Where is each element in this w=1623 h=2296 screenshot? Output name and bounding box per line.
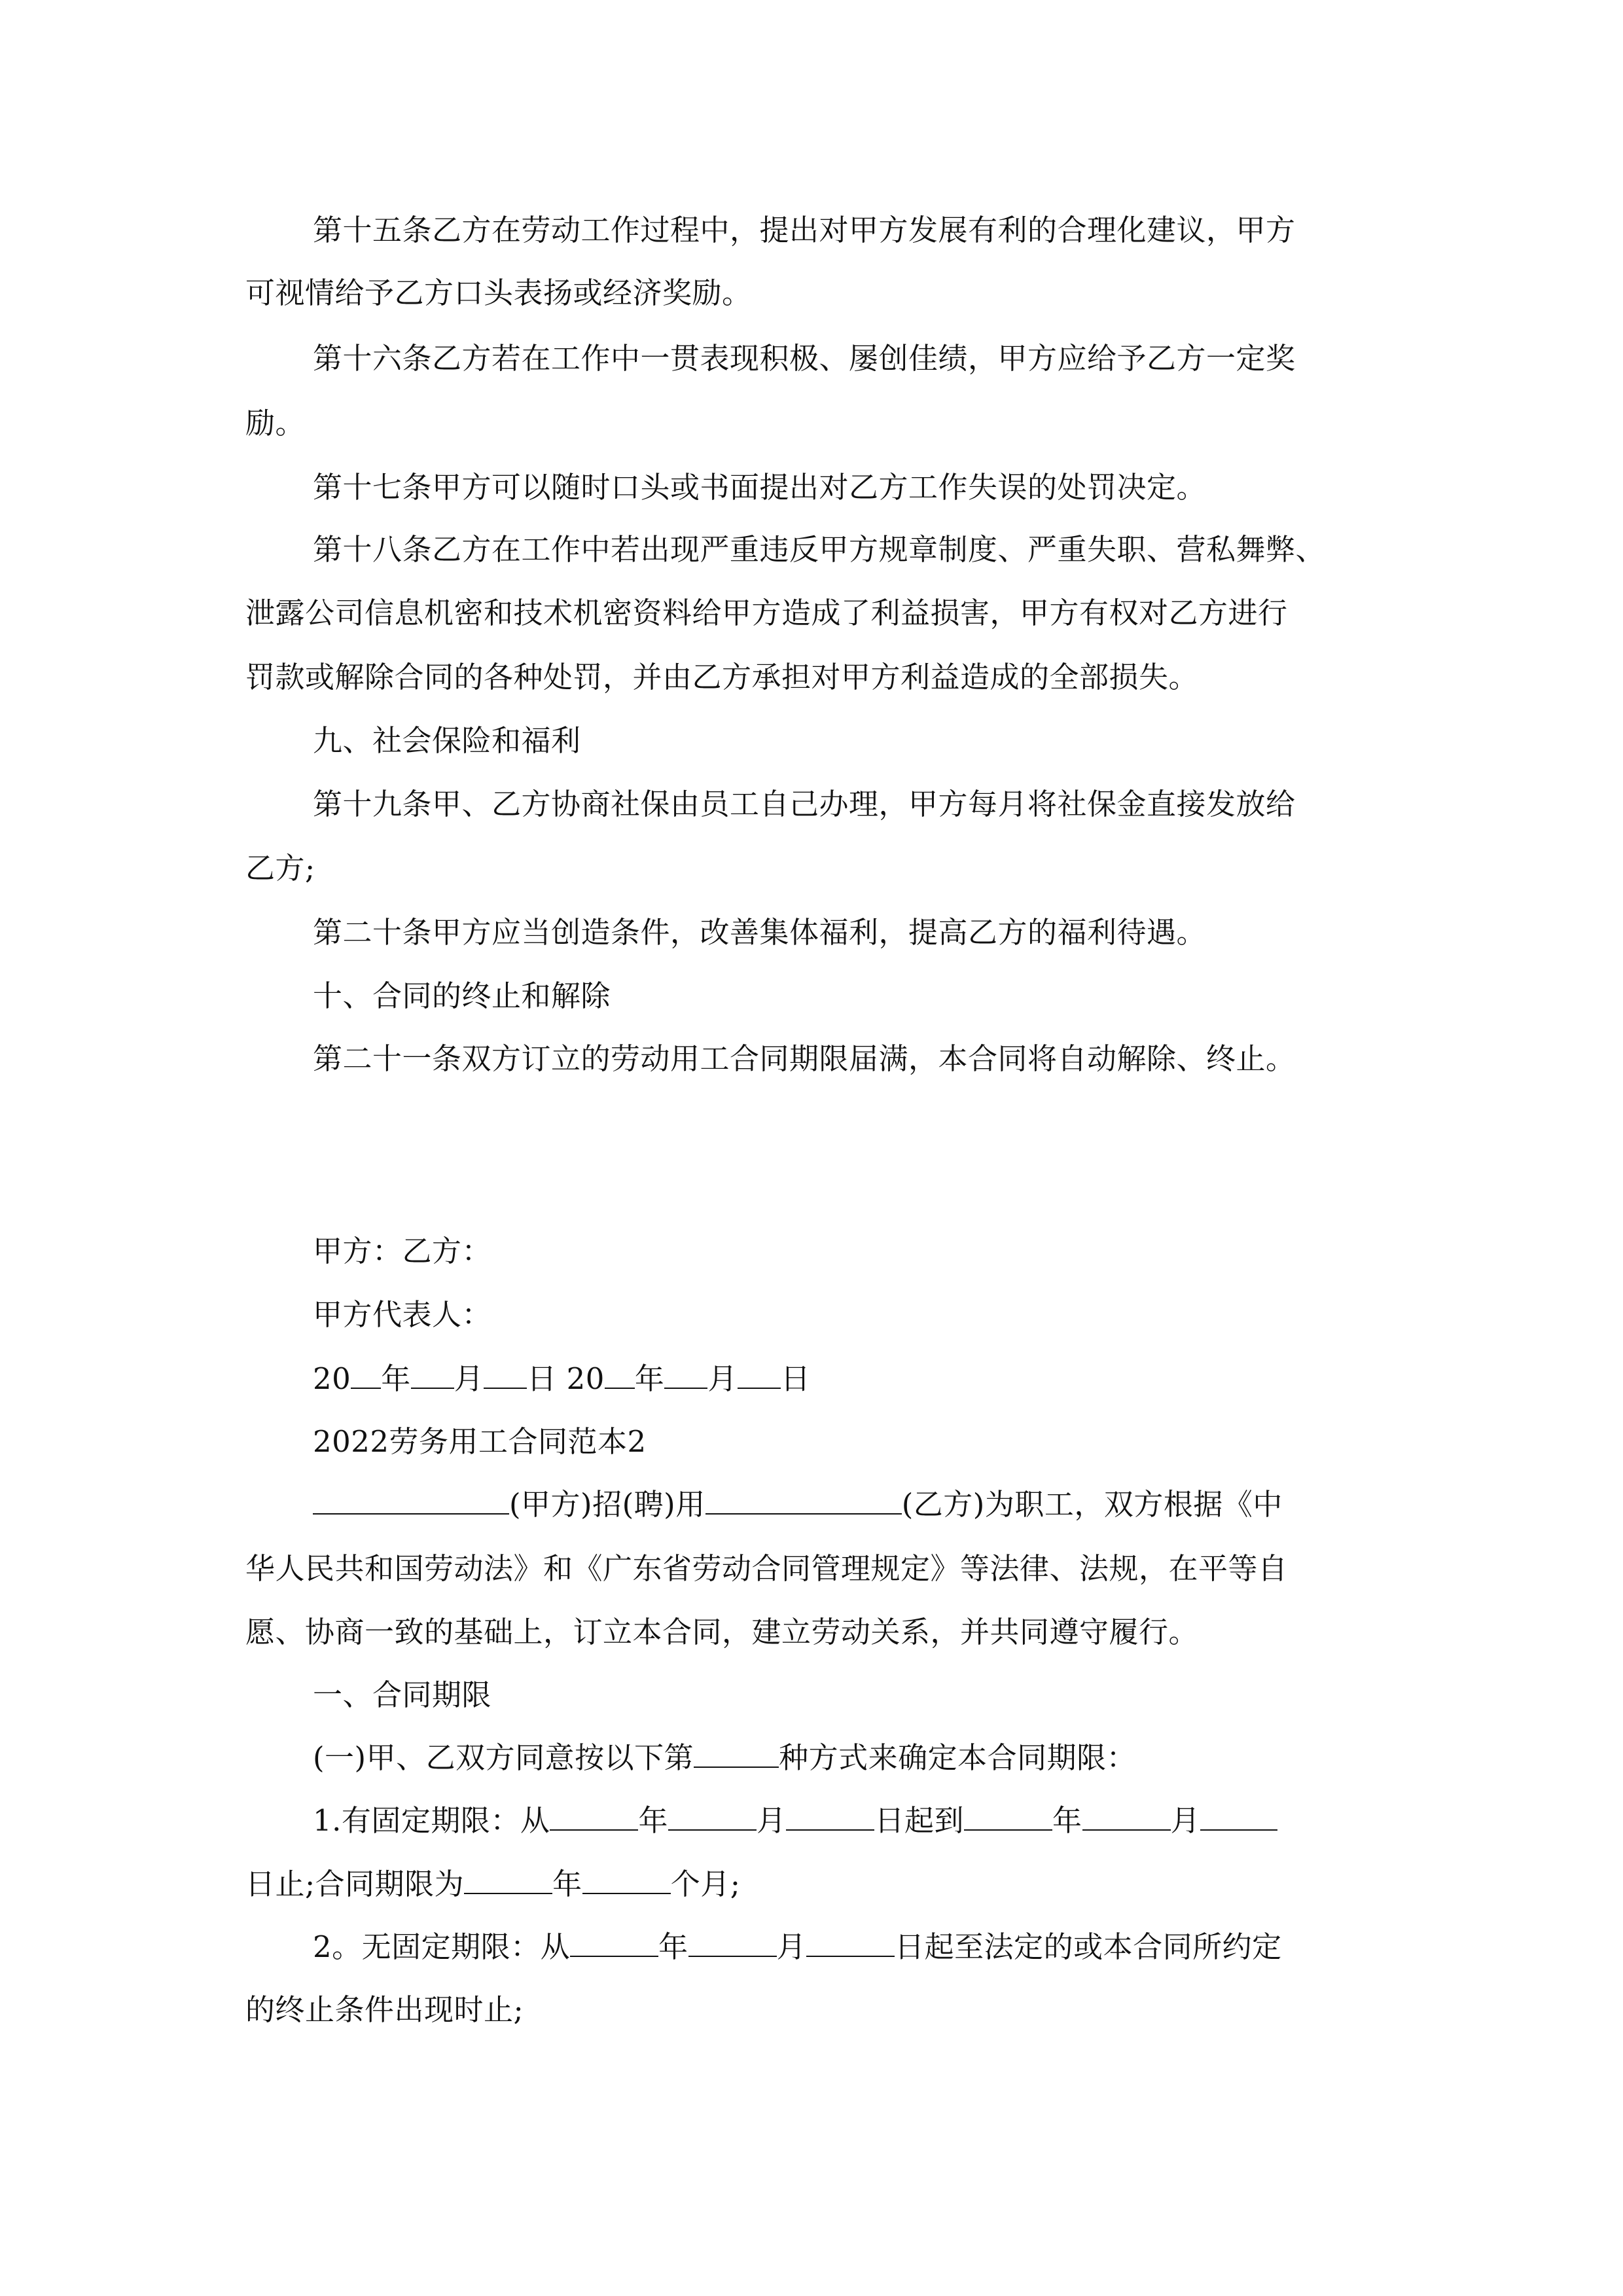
section-1-heading: 一、合同期限 (313, 1677, 492, 1712)
blank-year-b (605, 1361, 635, 1389)
fixed-term-line-2 (245, 1865, 740, 1904)
blank-fixed-start-day (786, 1803, 874, 1831)
date-month-b: 月 (707, 1361, 738, 1396)
article-16-line-2: 励。 (245, 406, 306, 440)
date-month-a: 月 (454, 1361, 484, 1396)
article-19-line-2: 乙方; (245, 851, 315, 886)
section-10-heading: 十、合同的终止和解除 (313, 978, 611, 1013)
blank-open-start-day (806, 1929, 895, 1957)
article-17: 第十七条甲方可以随时口头或书面提出对乙方工作失误的处罚决定。 (313, 470, 1207, 505)
intro-employee-text: (乙方)为职工，双方根据《中 (901, 1487, 1283, 1522)
blank-fixed-end-month (1082, 1803, 1171, 1831)
article-20: 第二十条甲方应当创造条件，改善集体福利，提高乙方的福利待遇。 (313, 915, 1207, 950)
article-15-line-2: 可视情给予乙方口头表扬或经济奖励。 (245, 276, 752, 310)
blank-fixed-end-year (964, 1803, 1052, 1831)
open-start-month: 月 (776, 1929, 807, 1964)
blank-employer (313, 1487, 509, 1515)
blank-open-start-month (688, 1929, 777, 1957)
fixed-term-text-b: 日起到 (874, 1803, 964, 1838)
open-term-text-a: 2。无固定期限：从 (313, 1929, 571, 1964)
fixed-term-line-1 (313, 1801, 1277, 1840)
term-selection-text-b: 种方式来确定本合同期限： (779, 1740, 1137, 1775)
fixed-start-month: 月 (756, 1803, 787, 1838)
fixed-term-end-text: 日止;合同期限为 (245, 1867, 465, 1901)
fixed-term-text-a: 1.有固定期限：从 (313, 1803, 550, 1838)
blank-fixed-end-day (1200, 1803, 1277, 1831)
blank-employee (705, 1487, 902, 1515)
intro-line-3: 愿、协商一致的基础上，订立本合同，建立劳动关系，并共同遵守履行。 (245, 1615, 1199, 1649)
term-selection-line (313, 1738, 1136, 1778)
fixed-start-year: 年 (638, 1803, 668, 1838)
signature-date-line (313, 1359, 810, 1399)
signature-parties: 甲方：乙方： (313, 1234, 492, 1268)
blank-duration-months (582, 1867, 671, 1894)
blank-day-a (484, 1361, 527, 1389)
blank-year-a (351, 1361, 381, 1389)
article-15-line-1: 第十五条乙方在劳动工作过程中，提出对甲方发展有利的合理化建议，甲方 (313, 213, 1296, 247)
intro-line-1 (313, 1485, 1283, 1524)
date-day-a: 日 (527, 1361, 557, 1396)
article-18-line-1: 第十八条乙方在工作中若出现严重违反甲方规章制度、严重失职、营私舞弊、 (313, 532, 1326, 567)
article-21: 第二十一条双方订立的劳动用工合同期限届满，本合同将自动解除、终止。 (313, 1041, 1296, 1076)
section-9-heading: 九、社会保险和福利 (313, 723, 581, 758)
intro-employer-text: (甲方)招(聘)用 (509, 1487, 705, 1522)
article-16-line-1: 第十六条乙方若在工作中一贯表现积极、屡创佳绩，甲方应给予乙方一定奖 (313, 341, 1296, 376)
blank-day-b (738, 1361, 781, 1389)
blank-month-a (411, 1361, 454, 1389)
blank-fixed-start-year (550, 1803, 638, 1831)
duration-year: 年 (552, 1867, 582, 1901)
blank-month-b (664, 1361, 707, 1389)
open-start-year: 年 (658, 1929, 688, 1964)
article-19-line-1: 第十九条甲、乙方协商社保由员工自己办理，甲方每月将社保金直接发放给 (313, 787, 1296, 821)
blank-duration-years (464, 1867, 552, 1894)
date-20-prefix-a: 20 (313, 1361, 351, 1396)
open-term-text-b: 日起至法定的或本合同所约定 (895, 1929, 1282, 1964)
signature-representative: 甲方代表人： (313, 1297, 492, 1332)
date-year-b: 年 (634, 1361, 665, 1396)
blank-open-start-year (570, 1929, 658, 1957)
article-18-line-3: 罚款或解除合同的各种处罚，并由乙方承担对甲方利益造成的全部损失。 (245, 660, 1199, 694)
fixed-end-year: 年 (1052, 1803, 1082, 1838)
intro-line-2: 华人民共和国劳动法》和《广东省劳动合同管理规定》等法律、法规，在平等自 (245, 1551, 1288, 1586)
term-selection-text-a: (一)甲、乙双方同意按以下第 (313, 1740, 694, 1775)
date-20-prefix-b: 20 (566, 1361, 605, 1396)
blank-term-option (694, 1740, 779, 1768)
open-term-line-2: 的终止条件出现时止; (245, 1992, 524, 2027)
fixed-end-month: 月 (1170, 1803, 1201, 1838)
date-year-a: 年 (381, 1361, 411, 1396)
open-term-line-1 (313, 1928, 1282, 1967)
date-day-b: 日 (780, 1361, 811, 1396)
contract-2-title: 2022劳务用工合同范本2 (313, 1424, 647, 1459)
blank-fixed-start-month (668, 1803, 757, 1831)
duration-months-text: 个月; (670, 1867, 741, 1901)
article-18-line-2: 泄露公司信息机密和技术机密资料给甲方造成了利益损害，甲方有权对乙方进行 (245, 596, 1288, 630)
